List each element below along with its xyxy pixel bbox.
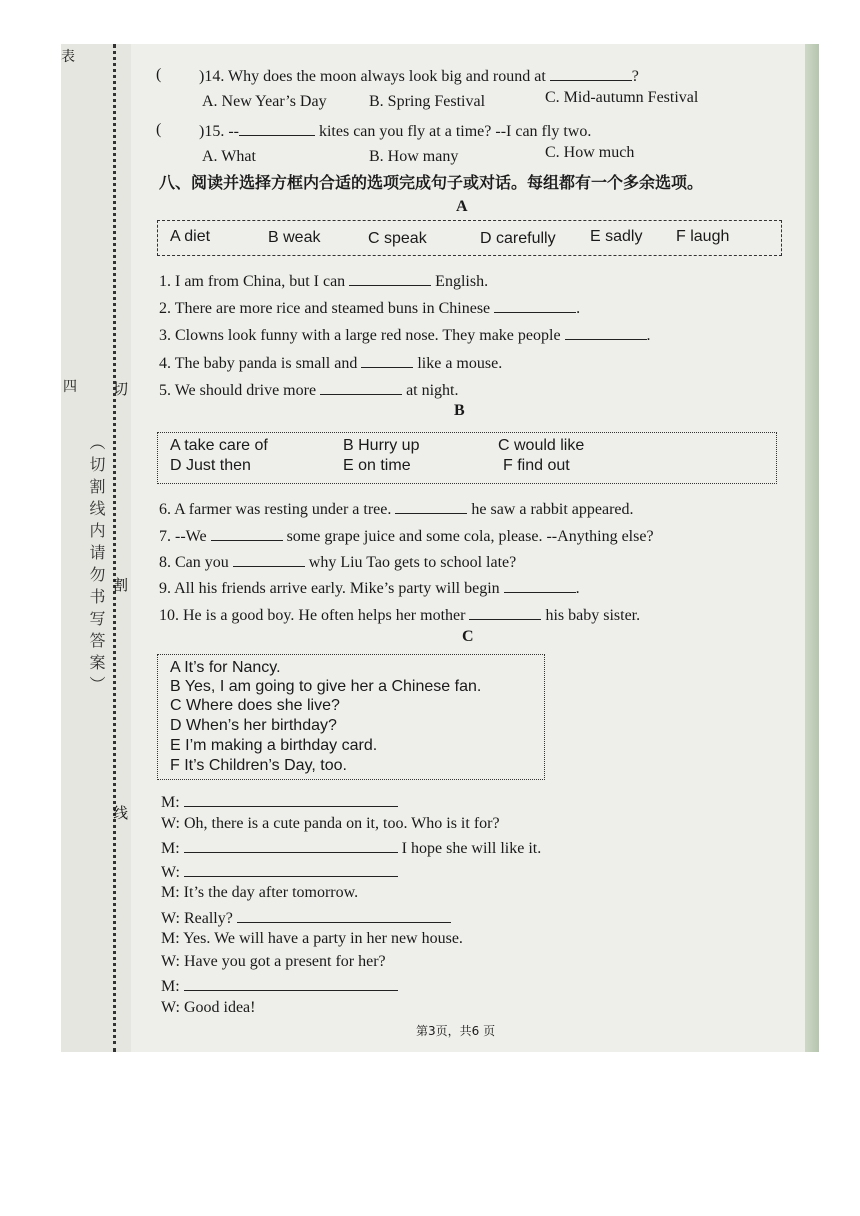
group-c-option-c: C Where does she live? [170, 697, 340, 714]
q14-option-c: C. Mid-autumn Festival [545, 89, 699, 106]
question-6: 6. A farmer was resting under a tree. he saw a rabbit appeared. [159, 501, 634, 518]
question-2: 2. There are more rice and steamed buns in Chinese . [159, 300, 581, 317]
group-b-options-box [157, 432, 777, 484]
cut-line [113, 44, 116, 1052]
group-a-option-a: A diet [170, 228, 211, 245]
group-c-options-box [157, 654, 545, 780]
q15-option-c: C. How much [545, 144, 635, 161]
dialogue-line-2: W: Oh, there is a cute panda on it, too. Who is it for? [161, 815, 500, 832]
group-c-option-d: D When’s her birthday? [170, 717, 337, 734]
group-a-options-box [157, 220, 782, 256]
group-a-option-c: C speak [368, 230, 427, 247]
question-9: 9. All his friends arrive early. Mike’s party will begin . [159, 580, 580, 597]
q15-option-b: B. How many [369, 148, 459, 165]
q15-text: )15. -- kites can you fly at a time? --I can fly two. [199, 123, 592, 140]
dialogue-line-8: W: Have you got a present for her? [161, 953, 386, 970]
q14-option-a: A. New Year’s Day [202, 93, 327, 110]
q14-paren: ( [156, 66, 162, 83]
group-b-option-b: B Hurry up [343, 437, 420, 454]
group-c-letter: C [462, 628, 474, 645]
group-a-letter: A [456, 198, 468, 215]
side-label-cut: 切 [113, 380, 129, 398]
group-c-option-f: F It’s Children’s Day, too. [170, 757, 347, 774]
page-number: 第3页，共6 页 [416, 1024, 496, 1038]
group-b-option-d: D Just then [170, 457, 251, 474]
q15-option-a: A. What [202, 148, 256, 165]
q14-option-b: B. Spring Festival [369, 93, 486, 110]
dialogue-line-1: M: [161, 792, 398, 812]
dialogue-line-5: M: It’s the day after tomorrow. [161, 884, 359, 901]
side-label-split: 割 [113, 576, 129, 594]
dialogue-line-6: W: Really? [161, 908, 451, 928]
no-writing-notice: ︵切割线内请勿书写答案︶ [87, 434, 106, 698]
group-c-option-b: B Yes, I am going to give her a Chinese fan. [170, 678, 482, 695]
q14-text: )14. Why does the moon always look big and round at ? [199, 68, 639, 85]
group-b-option-e: E on time [343, 457, 411, 474]
dialogue-line-10: W: Good idea! [161, 999, 256, 1016]
question-8: 8. Can you why Liu Tao gets to school late? [159, 554, 517, 571]
group-a-option-e: E sadly [590, 228, 643, 245]
section-8-title: 八、阅读并选择方框内合适的选项完成句子或对话。每组都有一个多余选项。 [159, 173, 704, 192]
question-5: 5. We should drive more at night. [159, 382, 459, 399]
group-c-option-e: E I’m making a birthday card. [170, 737, 378, 754]
group-a-option-b: B weak [268, 229, 321, 246]
side-label-line: 线 [113, 804, 129, 822]
page-edge [805, 44, 819, 1052]
group-b-option-f: F find out [503, 457, 570, 474]
dialogue-line-4: W: [161, 862, 398, 882]
group-a-option-f: F laugh [676, 228, 730, 245]
group-c-option-a: A It’s for Nancy. [170, 659, 281, 676]
question-4: 4. The baby panda is small and like a mouse. [159, 355, 503, 372]
scanned-page [61, 44, 819, 1052]
dialogue-line-9: M: [161, 976, 398, 996]
question-1: 1. I am from China, but I can English. [159, 273, 489, 290]
dialogue-line-7: M: Yes. We will have a party in her new house. [161, 930, 463, 947]
dialogue-line-3: M: I hope she will like it. [161, 840, 542, 857]
question-7: 7. --We some grape juice and some cola, please. --Anything else? [159, 528, 654, 545]
group-b-option-a: A take care of [170, 437, 268, 454]
question-3: 3. Clowns look funny with a large red nose. They make people . [159, 327, 651, 344]
group-b-option-c: C would like [498, 437, 585, 454]
group-a-option-d: D carefully [480, 230, 556, 247]
group-b-letter: B [454, 402, 465, 419]
side-label-four: 四 [63, 379, 77, 395]
question-10: 10. He is a good boy. He often helps her mother his baby sister. [159, 607, 641, 624]
q15-paren: ( [156, 121, 162, 138]
side-glyph: 表 [61, 49, 75, 65]
